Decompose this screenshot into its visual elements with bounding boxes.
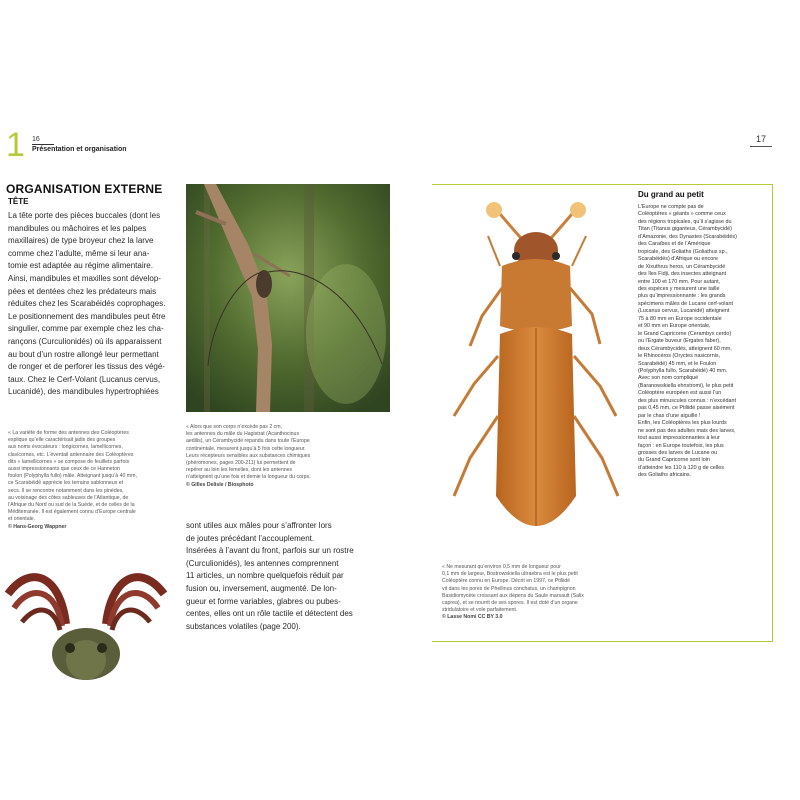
caption-line: caprea), et se nourrit de ses spores. Il est doté d’un organe bbox=[442, 600, 578, 607]
photo-credit: © Hans-Georg Wappner bbox=[8, 523, 67, 530]
caption-line: explique qu’elle caractérisait jadis des groupes bbox=[8, 437, 116, 444]
caption-left bbox=[8, 430, 180, 531]
body-line: gueur et forme variables, glabres ou pubes- bbox=[186, 596, 341, 606]
caption-line: 0,1 mm de largeur, Bostrowskiella ultraebra est le plus petit bbox=[442, 571, 578, 578]
box-line: des îles Fidji, des insectes atteignant bbox=[638, 271, 727, 278]
box-line: d’atteindre les 110 à 120 g de celles bbox=[638, 464, 724, 471]
caption-middle bbox=[186, 424, 382, 489]
caption-line: Méditerranée. Il est également connu d’Europe centrale bbox=[8, 509, 136, 516]
caption-line: clavicornes, etc. L’éventail antennaire des Coléoptères bbox=[8, 451, 134, 458]
box-title: Du grand au petit bbox=[638, 190, 704, 199]
section-title: ORGANISATION EXTERNE bbox=[6, 182, 163, 196]
box-line: Scarabéidés) d’Afrique ou encore bbox=[638, 256, 719, 263]
body-line: fusion ou, inversement, augmenté. De lon- bbox=[186, 583, 337, 593]
box-line: ne sont pas des adultes mais des larves, bbox=[638, 427, 736, 434]
box-line: entre 100 et 170 mm. Pour autant, bbox=[638, 278, 721, 285]
caption-line: aedilis), un Cérambycidé répandu dans toute l’Europe bbox=[186, 438, 310, 445]
box-line: par le chas d’une aiguille ! bbox=[638, 412, 701, 419]
body-line: sont utiles aux mâles pour s’affronter lors bbox=[186, 521, 332, 530]
box-line: des espèces y mesurent une taille bbox=[638, 285, 720, 292]
header-rule bbox=[32, 144, 54, 145]
caption-line: aux noms évocateurs : longicornes, lamellicornes, bbox=[8, 444, 123, 451]
caption-line: « La variété de forme des antennes des Coléoptères bbox=[8, 430, 129, 436]
caption-line: continentale, mesurent jusqu’à 5 fois cette longueur. bbox=[186, 445, 306, 452]
caption-right bbox=[442, 564, 628, 622]
box-line: et 90 mm en Europe orientale, bbox=[638, 323, 711, 330]
box-line: Titan (Titanus giganteus, Cérambycidé) bbox=[638, 226, 732, 233]
caption-line: stridulatoire et vole parfaitement. bbox=[442, 607, 518, 614]
box-line: du Grand Capricorne sont loin bbox=[638, 457, 710, 464]
body-line: réduites chez les Scarabéidés coprophages. bbox=[8, 299, 166, 309]
box-line: de Xixuthrus heros, un Cérambycidé bbox=[638, 263, 726, 270]
caption-line: l’Afrique du Nord ou sud de la Suède, et de celles de la bbox=[8, 502, 135, 509]
box-line: 75 à 80 mm en Europe occidentale bbox=[638, 315, 722, 322]
body-line: comme chez l’adulte, même si leur ana- bbox=[8, 248, 150, 258]
caption-line: et orientale. bbox=[8, 516, 36, 523]
body-line: Le positionnement des mandibules peut être bbox=[8, 311, 166, 321]
photo-credit: © Lasse Nomi CC BY 3.0 bbox=[442, 614, 503, 621]
box-line: L’Europe ne compte pas de bbox=[638, 204, 704, 210]
caption-line: Basidiomycète croissant aux dépens du Saule marsault (Salix bbox=[442, 592, 584, 599]
box-line: pas 0,45 mm, ce Ptiliidé passe aisément bbox=[638, 405, 735, 412]
caption-line: « Ne mesurant qu’environ 0,5 mm de longueur pour bbox=[442, 564, 561, 570]
section-subtitle: TÊTE bbox=[8, 197, 29, 206]
caption-line: Leurs récepteurs sensibles aux substances chimiques bbox=[186, 452, 311, 459]
caption-line: dits « lamellicornes » se compose de feuillets parfois bbox=[8, 458, 130, 465]
chapter-title: Présentation et organisation bbox=[32, 146, 127, 153]
box-line: Scarabéidé) 45 mm, et le Foulon bbox=[638, 360, 717, 367]
box-line: façon : en Europe toutefois, les plus bbox=[638, 442, 724, 449]
box-line: ou l’Ergate buveur (Ergates faber), bbox=[638, 338, 721, 345]
caption-line: (phéromones, pages 200-211) lui permettent de bbox=[186, 460, 296, 467]
body-line: rançons (Curculionidés) où ils apparaissent bbox=[8, 336, 162, 346]
box-line: (Polyphylla fullo, Scarabéidé) 40 mm. bbox=[638, 367, 728, 374]
cockchafer-antennae-photo bbox=[0, 564, 172, 680]
box-line: le Grand Capricorne (Cerambyx cerdo) bbox=[638, 330, 732, 337]
caption-line: Coléoptère connu en Europe. Décrit en 1997, ce Ptiliidé bbox=[442, 578, 571, 585]
body-text-left bbox=[8, 210, 184, 399]
body-line: pées et dentées chez les prédateurs mais bbox=[8, 286, 157, 296]
longhorn-beetle-photo bbox=[186, 184, 390, 412]
body-line: singulier, comme par exemple chez les cha- bbox=[8, 324, 164, 334]
box-line: spécimens mâles de Lucane cerf-volant bbox=[638, 300, 733, 307]
left-page-number: 16 bbox=[32, 136, 40, 143]
caption-line: repérer au loin les femelles, dont les antennes bbox=[186, 467, 293, 474]
box-line: tout aussi impressionnantes à leur bbox=[638, 435, 720, 442]
page-number-rule bbox=[750, 146, 772, 147]
box-text bbox=[638, 204, 772, 480]
body-line: Lucanidé), des mandibules hypertrophiées bbox=[8, 387, 159, 397]
caption-line: n’atteignent qu’une fois et demie la longueur du corps. bbox=[186, 474, 311, 481]
caption-line: aussi impressionnants que ceux de ce Hanneton bbox=[8, 466, 120, 473]
body-line: La tête porte des pièces buccales (dont les bbox=[8, 211, 161, 220]
body-line: de joutes précédant l’accouplement. bbox=[186, 533, 315, 543]
box-line: (Lucanus cervus, Lucanidé) atteignent bbox=[638, 308, 730, 315]
body-line: Insérées à l’avant du front, parfois sur un rostre bbox=[186, 546, 354, 556]
right-page-number: 17 bbox=[756, 134, 767, 144]
photo-credit: © Gilles Delisle / Biosphoto bbox=[186, 481, 254, 488]
body-line: 11 articles, un nombre quelquefois réduit par bbox=[186, 571, 344, 581]
body-line: centes, elles ont un rôle tactile et détectent des bbox=[186, 609, 353, 619]
box-line: plus qu’impressionnante : les grands bbox=[638, 293, 726, 300]
chapter-number: 1 bbox=[6, 126, 25, 164]
box-line: Enfin, les Coléoptères les plus lourds bbox=[638, 420, 727, 427]
box-line: des plus minuscules connus : n’excédant bbox=[638, 397, 736, 404]
box-line: grosses des larves de Lucane ou bbox=[638, 449, 718, 456]
box-line: tropicale, des Goliaths (Goliathus sp., bbox=[638, 248, 728, 255]
body-line: maxillaires) de type broyeur chez la larve bbox=[8, 236, 154, 246]
body-line: taux. Chez le Cerf-Volant (Lucanus cervus, bbox=[8, 374, 161, 384]
caption-line: vit dans les pores de Phellinus conchatus, un champignon bbox=[442, 585, 576, 592]
body-line: substances volatiles (page 200). bbox=[186, 621, 301, 631]
caption-line: les antennes du mâle du Hagistrat (Acanthocinus bbox=[186, 431, 300, 438]
box-line: des Goliaths africains. bbox=[638, 472, 692, 479]
caption-line: « Alors que son corps n’excède pas 2 cm, bbox=[186, 424, 283, 430]
body-line: mandibules ou mâchoires et les palpes bbox=[8, 223, 147, 233]
beetle-specimen-photo bbox=[440, 196, 632, 556]
box-line: Coléoptères « géants » comme ceux bbox=[638, 211, 726, 218]
body-line: au bout d’un rostre allongé leur permettant bbox=[8, 349, 159, 359]
body-line: tomie est adaptée au régime alimentaire. bbox=[8, 261, 153, 271]
body-line: (Curculionidés), les antennes comprennent bbox=[186, 558, 339, 568]
box-line: d’Amazonie, des Dynastes (Scarabéidés) bbox=[638, 233, 737, 240]
box-line: deux Cérambycidés, atteignent 60 mm, bbox=[638, 345, 732, 352]
caption-line: au voisinage des côtes sableuses de l’Atlantique, de bbox=[8, 494, 129, 501]
box-line: des Caraïbes et de l’Amérique bbox=[638, 241, 711, 248]
body-text-right bbox=[186, 520, 398, 633]
box-line: (Baranowskiella ehnstromi), le plus petit bbox=[638, 382, 734, 389]
box-line: Avec son nom compliqué bbox=[638, 375, 699, 382]
box-line: le Rhinocéros (Oryctes nasicornis, bbox=[638, 353, 721, 360]
caption-line: ce Scarabéidé apprécie les terrains sablonneux et bbox=[8, 480, 124, 487]
body-line: de ronger et de perforer les tissus des végé- bbox=[8, 362, 165, 372]
box-line: des régions tropicales, qu’il s’agisse du bbox=[638, 218, 732, 225]
box-line: Coléoptère européen est aussi l’un bbox=[638, 390, 722, 397]
body-line: Ainsi, mandibules et maxilles sont dévelop- bbox=[8, 273, 161, 283]
caption-line: foulon (Polyphylla fullo) mâle. Atteignant jusqu’à 40 mm, bbox=[8, 473, 137, 480]
caption-line: secs. Il se rencontre notamment dans les pinèdes, bbox=[8, 487, 124, 494]
